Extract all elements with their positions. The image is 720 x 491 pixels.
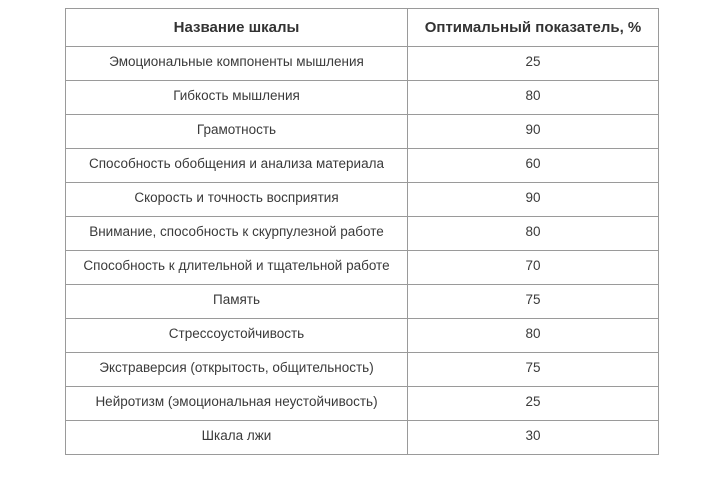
table-row xyxy=(66,387,659,421)
header-optimal-value: Оптимальный показатель, % xyxy=(408,9,659,47)
table-row xyxy=(66,421,659,455)
scale-value-cell: 90 xyxy=(408,183,659,217)
header-row xyxy=(66,9,659,47)
scale-value-cell: 60 xyxy=(408,149,659,183)
table-row xyxy=(66,319,659,353)
scale-name-cell: Способность к длительной и тщательной работе xyxy=(66,251,408,285)
scale-name-cell: Нейротизм (эмоциональная неустойчивость) xyxy=(66,387,408,421)
table-row xyxy=(66,149,659,183)
scale-value-cell: 75 xyxy=(408,285,659,319)
scale-name-cell: Способность обобщения и анализа материала xyxy=(66,149,408,183)
scale-value-cell: 90 xyxy=(408,115,659,149)
table-row xyxy=(66,353,659,387)
scale-name-cell: Шкала лжи xyxy=(66,421,408,455)
table-row xyxy=(66,115,659,149)
scale-name-cell: Эмоциональные компоненты мышления xyxy=(66,47,408,81)
scale-value-cell: 25 xyxy=(408,387,659,421)
scale-name-cell: Стрессоустойчивость xyxy=(66,319,408,353)
scale-name-cell: Гибкость мышления xyxy=(66,81,408,115)
scale-value-cell: 80 xyxy=(408,319,659,353)
header-scale-name: Название шкалы xyxy=(66,9,408,47)
table-row xyxy=(66,183,659,217)
scale-name-cell: Скорость и точность восприятия xyxy=(66,183,408,217)
scale-name-cell: Внимание, способность к скурпулезной работе xyxy=(66,217,408,251)
scales-table xyxy=(65,8,659,455)
table-header xyxy=(66,9,659,47)
scale-value-cell: 80 xyxy=(408,217,659,251)
table-row xyxy=(66,285,659,319)
scale-value-cell: 25 xyxy=(408,47,659,81)
scale-value-cell: 70 xyxy=(408,251,659,285)
table-row xyxy=(66,217,659,251)
scale-value-cell: 80 xyxy=(408,81,659,115)
table-body xyxy=(66,47,659,455)
scale-name-cell: Память xyxy=(66,285,408,319)
scale-name-cell: Грамотность xyxy=(66,115,408,149)
table-row xyxy=(66,47,659,81)
table-row xyxy=(66,251,659,285)
scale-value-cell: 75 xyxy=(408,353,659,387)
scale-value-cell: 30 xyxy=(408,421,659,455)
table-row xyxy=(66,81,659,115)
scale-name-cell: Экстраверсия (открытость, общительность) xyxy=(66,353,408,387)
